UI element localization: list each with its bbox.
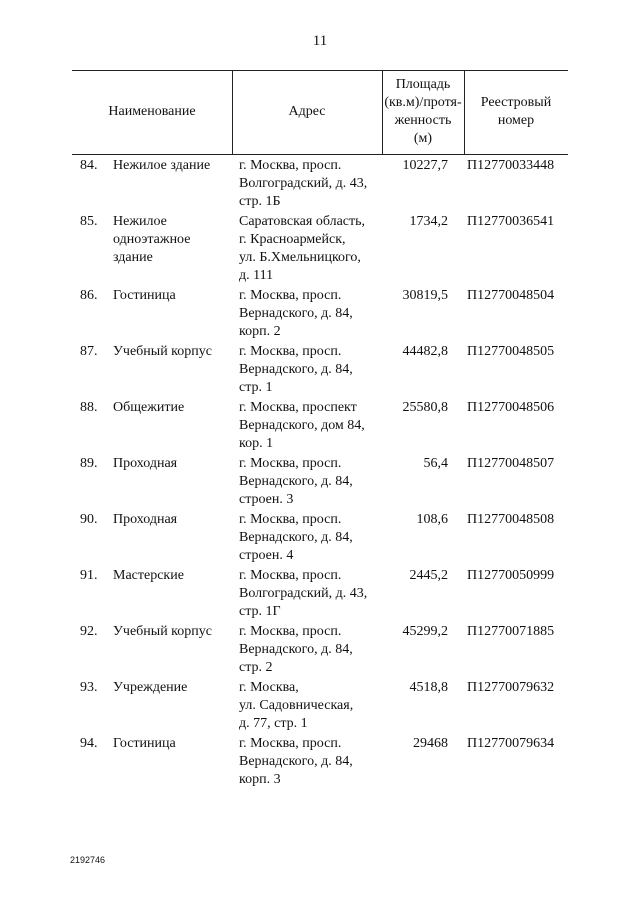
row-name: Гостиница [113,736,176,751]
row-registry: П12770036541 [467,214,555,229]
row-address: г. Москва, просп. Вернадского, д. 84, строен. 3 [239,456,353,507]
row-area: 44482,8 [402,344,448,359]
row-address: г. Москва, ул. Садовническая, д. 77, стр. 1 [239,680,354,731]
row-address: г. Москва, просп. Вернадского, д. 84, корп. 3 [239,736,353,787]
footer-document-code: 2192746 [70,855,106,865]
row-name: Нежилое одноэтажное здание [113,214,191,265]
row-address: г. Москва, просп. Вернадского, д. 84, строен. 4 [239,512,353,563]
row-registry: П12770048504 [467,288,555,303]
row-name: Учебный корпус [113,344,212,359]
row-registry: П12770079632 [467,680,555,695]
row-number: 86. [80,288,98,303]
row-area: 25580,8 [402,400,448,415]
row-name: Нежилое здание [113,158,211,173]
row-name: Гостиница [113,288,176,303]
row-name: Мастерские [113,568,184,583]
row-area: 10227,7 [402,158,448,173]
row-number: 85. [80,214,98,229]
row-address: Саратовская область, г. Красноармейск, ул. Б.Хмельницкого, д. 111 [239,214,366,283]
row-registry: П12770079634 [467,736,555,751]
column-header-area: Площадь (кв.м)/протя- женность (м) [384,77,462,146]
row-number: 87. [80,344,98,359]
row-name: Общежитие [113,400,185,415]
row-name: Проходная [113,512,178,527]
row-area: 4518,8 [409,680,448,695]
row-address: г. Москва, просп. Вернадского, д. 84, стр. 1 [239,344,353,395]
column-header-registry: Реестровый номер [480,95,552,128]
row-registry: П12770048505 [467,344,555,359]
table-header-rule [72,154,568,155]
row-number: 88. [80,400,98,415]
row-registry: П12770048507 [467,456,555,471]
row-address: г. Москва, просп. Волгоградский, д. 43, стр. 1Б [239,158,368,209]
row-name: Учебный корпус [113,624,212,639]
column-header-address: Адрес [288,104,326,119]
row-address: г. Москва, проспект Вернадского, дом 84, кор. 1 [239,400,365,451]
row-area: 29468 [413,736,448,751]
row-number: 91. [80,568,98,583]
row-number: 90. [80,512,98,527]
row-registry: П12770071885 [467,624,555,639]
column-header-name: Наименование [108,104,196,119]
row-number: 93. [80,680,98,695]
row-registry: П12770048508 [467,512,555,527]
row-name: Учреждение [113,680,188,695]
row-area: 30819,5 [402,288,448,303]
row-number: 92. [80,624,98,639]
row-address: г. Москва, просп. Вернадского, д. 84, корп. 2 [239,288,353,339]
row-area: 45299,2 [402,624,448,639]
page-number: 11 [312,33,328,49]
row-area: 108,6 [416,512,448,527]
row-address: г. Москва, просп. Вернадского, д. 84, стр. 2 [239,624,353,675]
row-name: Проходная [113,456,178,471]
row-number: 94. [80,736,98,751]
row-area: 56,4 [423,456,448,471]
row-registry: П12770050999 [467,568,555,583]
row-number: 89. [80,456,98,471]
row-area: 2445,2 [409,568,448,583]
row-area: 1734,2 [409,214,448,229]
row-registry: П12770033448 [467,158,555,173]
row-address: г. Москва, просп. Волгоградский, д. 43, стр. 1Г [239,568,368,619]
row-registry: П12770048506 [467,400,555,415]
row-number: 84. [80,158,98,173]
